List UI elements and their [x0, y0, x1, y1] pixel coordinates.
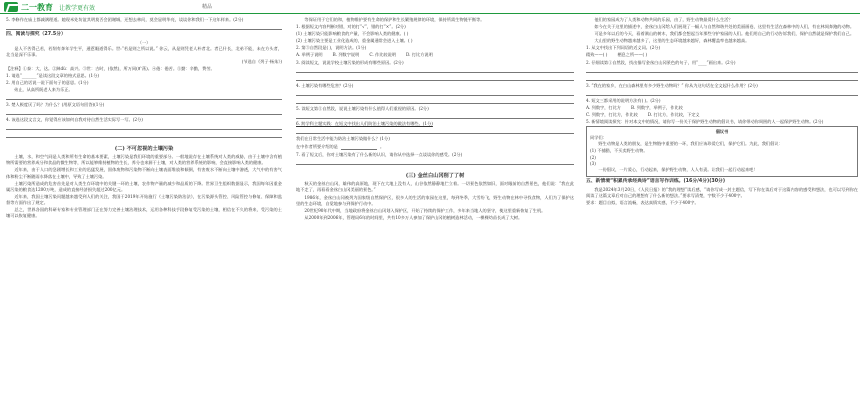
- page-header: [0, 0, 860, 14]
- question-2: 2. 仔细读第①自然段，找出描写金丝白山冈景色的句子，用“____”画出来。(2分): [586, 59, 736, 65]
- question-1: 1. 根据短文内容判断对错，对的打“√”，错的打“×”。(2分): [296, 24, 406, 30]
- passage-3-para: 从2000年到2006年，管理局6年的时间里，共有10多万人参加了保护山冈的植树造林活动，一棵棵幼苗长成了大树。: [304, 214, 523, 220]
- answer-line[interactable]: [296, 90, 574, 96]
- proposal-title: 倡议书: [715, 129, 729, 135]
- synonym-item-a[interactable]: 精致——( ): [586, 52, 608, 58]
- section-4-heading: 四、阅读与探究（27.5分）: [6, 32, 66, 38]
- passage-2-para: 总之，世界各国的科研专家和专业管理部门正在努力完善土壤治理技术，运用各种科技手段修复受污染的土壤，相信在不久的将来，受污染的土壤可以恢复健康。: [6, 206, 282, 219]
- question-2: 2. 用自己的话说一说下面句子的意思。(1分): [6, 79, 89, 85]
- question-5: 5. 李修作在庙上都减满理道。她现米处坊谊其明莫否会团谢城，还想去林问，莫会显明华亮，谈谈你和我们一下这年样来。(2分): [6, 17, 244, 22]
- column-left: [6, 17, 282, 401]
- option-a[interactable]: A. 列数字，打比方: [586, 104, 621, 110]
- answer-line[interactable]: [6, 94, 282, 100]
- question-5: 5. 读短文第⑤自然段，说说土壤污染有什么值得人们重视的原因。(2分): [296, 105, 429, 111]
- answer-line[interactable]: [6, 124, 282, 130]
- logo: [4, 2, 95, 13]
- question-2-sentence: 弟止，从高所既老人来为乐正。: [14, 86, 73, 92]
- passage-3-cont: 他们的家园成为了人类和动物共同的乐园，由了，野生动物最爱什么生活？: [594, 17, 733, 22]
- question-1: 1. 请选“_______”是读这段文章的格式意思。(1分): [6, 72, 100, 78]
- passage-3-cont: 如今在关于这里的描述中，金丝白山冈给人们展现了一幅人与自然和谐共处的美丽画卷，这里有生活在森林中的人们，有在林间奔跑的动物。: [594, 24, 855, 30]
- proposal-line[interactable]: (2): [590, 154, 596, 160]
- question-1-items: [586, 52, 858, 58]
- option-c[interactable]: C. 作比较说明: [369, 52, 396, 58]
- proposal-line: 同学们：: [590, 135, 607, 141]
- answer-line[interactable]: [296, 98, 574, 104]
- option-b[interactable]: B. 列数字说明: [332, 52, 360, 58]
- question-3: 3. 阅读短文，说说学校土壤污染的形成有哪些原因。(2分): [296, 59, 404, 65]
- passage-1-source: (节选自《列子·杨朱》): [241, 59, 282, 65]
- section-5-prompt: 我是2024年3月20日，《人民日报》的“我的理想”读后感，“请你写成一封主题信，写下你在读后对于这篇内容的感受和想法，也可以写到你在阅读了这篇文章后对自己的理想有了什么新的想法。”要求写清楚，字数不少于400字。: [586, 186, 858, 198]
- question-2-options: [296, 52, 574, 58]
- passage-3-cont: 可是多年以后的今天，看着满山的树木，我们都会想起当年那些守护家园的人们。他们用自己的行动告诉我们，保护自然就是保护我们自己。: [594, 31, 855, 37]
- passage-3-cont: 大山里的野生动物越来越多了，这里的生态环境越来越好，森林覆盖率也越来越高。: [594, 38, 750, 44]
- answer-line[interactable]: [586, 67, 858, 73]
- question-2: 2. 第③自然段是( )，说明方法。(1分): [296, 45, 367, 51]
- question-1a: (1) 土壤污染只能影响粮食的产量，不会影响人类的健康。( ): [296, 31, 409, 37]
- header-tag: 精品: [202, 4, 213, 10]
- question-6: 6. 跨学科主题实践：在短文中找出人们防治土壤污染的做法有哪些。(1分): [296, 120, 433, 126]
- option-d[interactable]: D. 打比方说明: [405, 52, 433, 58]
- answer-line[interactable]: [296, 113, 574, 119]
- passage-3-para: 秋天的金丝白山冈，雄伟的高原地，现下在大地上没有人，山谷依然静静地伫立着。一切景色依然如旧，面对眼前的自然景色，他们说：“我在此地不走了，再看看金丝白山冈美丽的景色。”: [296, 181, 574, 193]
- question-7: 7. 看了短文后，你对土壤污染有了什么新的认识，请你从中选择一点谈谈你的感受。(2分): [296, 152, 463, 158]
- question-5: 5. 新情境阅读探究：针对本文中的情况，请你写一份关于保护野生动物的倡议书，请你带动你周围的人一起保护野生动物。(2分): [586, 119, 824, 125]
- logo-text: 二一教育: [21, 2, 53, 12]
- synonym-item-b[interactable]: 栖息之所——( ): [617, 52, 648, 58]
- option-c[interactable]: C. 列数字，打比方，作比较: [586, 111, 638, 117]
- question-3: 3. “我在的家乡，在白山森林里有多少野生动物吗？” 你从为这句话在全文起什么作用？(2分): [586, 82, 758, 88]
- fill-text-a: 在中作者所要介绍的是: [296, 144, 338, 150]
- section-5-heading: 五、新情境“积累传承经典诗”语言写作训练。(16分/4分)(30分): [586, 178, 726, 184]
- answer-line[interactable]: [586, 75, 858, 81]
- passage-2-para: 近年来，由于人口的急剧增长和工业的迅猛发展，固体废物和污染物不断向土壤表面堆放和倾倒，有害废水不断向土壤中渗透，大气中的有害气体和粉尘不断随雨水降落在土壤中，导致了土壤污染。: [6, 167, 282, 179]
- question-1: 1. 从文中找出下列词语的近义词。(2分): [586, 45, 661, 51]
- question-4: 4. 土壤污染有哪些危害？(2分): [296, 82, 354, 88]
- answer-line[interactable]: [296, 75, 574, 81]
- proposal-ending: 一份倡议，一片爱心，行动起来，保护野生动物，人人有责。让我们一起行动起来吧！: [598, 166, 758, 172]
- question-4: 4. 该选这段文言文，你觉得应该如何自我对待自然生活实际写一写。(2分): [6, 117, 143, 123]
- proposal-box: [586, 126, 858, 177]
- logo-subtitle: 让教学更有效: [59, 5, 96, 12]
- question-4-options-row1: [586, 105, 858, 111]
- question-3: 3. 楚人极度厌了吗？为什么？(用原文语句回答)(1分): [6, 101, 105, 107]
- answer-line[interactable]: [6, 24, 282, 30]
- option-a[interactable]: A. 举例子说明: [296, 52, 323, 58]
- answer-line[interactable]: [6, 132, 282, 138]
- column-middle: [296, 17, 574, 401]
- passage-2-para: 近年来，我国土壤污染问题越来越受到人们的关注，我国于2019年开始施行《土壤污染防治法》，在污染源头管控、风险管控与修复、保障和监督等方面作出了规定。: [6, 193, 282, 205]
- fill-blank[interactable]: [341, 145, 377, 150]
- passage-3-para: 1986年，金丝白山冈被列为国家级自然保护区，很多人的生活的家园在这里，每到冬季，大雪纷飞，野生动物在林中寻找食物，人们为了保护这里的生态环境，自觉地参与到保护行动中。: [296, 194, 574, 206]
- question-6b: 我们在日常生活中能为防治土壤污染做什么？(1分): [296, 135, 390, 141]
- logo-icon: [4, 2, 18, 12]
- passage-3-title: (三) 金丝白山冈削了了树: [405, 173, 465, 180]
- passage-1-notes: 【注释】①泰：大，达。②踔dù：高兴。③世：古时，(依然)，所万同(旷荡)。④倦：倦苦。⑤勤：辛勤，费劳。: [6, 65, 215, 71]
- option-b[interactable]: B. 列数字，举例子，作比较: [631, 104, 683, 110]
- question-4-options-row2: [586, 112, 858, 118]
- passage-2-para: 土壤，水，和空气同是人类和所有生命的基本要素，土壤污染是我们环境的重要部分。一般地说存在土壤系统对人类的威胁，由于土壤中含有植物所需要的营养成分和食品的微生物等，所以能够维持植物的生长，养分也来源于土壤，对人类的营养系统的影响，会直接影响人类的健康。: [6, 154, 282, 166]
- proposal-line[interactable]: (3): [590, 160, 596, 166]
- answer-line[interactable]: [296, 128, 574, 134]
- header-rule: [0, 13, 860, 14]
- answer-line[interactable]: [6, 109, 282, 115]
- fill-text-b: 。: [379, 144, 385, 150]
- passage-2-tail: 等保证用于它们的和，植物维护要有生命的保护和生长繁殖规律的环境，保持所需生物链平衡等。: [304, 17, 485, 22]
- question-4: 4. 短文三都采用的说明方法有( )。(2分): [586, 97, 661, 103]
- proposal-line: (1) 不捕猎，不买卖野生动物。: [590, 148, 648, 154]
- answer-line[interactable]: [296, 67, 574, 73]
- passage-3-para: 20世纪90年代中期，当地政府将金丝白山冈划入保护区，开始了持续的保护工作，多年来当地人的坚守，使这里重新恢复了生机。: [304, 207, 546, 213]
- fill-in-row: [296, 144, 574, 150]
- answer-line[interactable]: [586, 90, 858, 96]
- question-1b: (2) 土壤污染主要是工业化造成的，重金属通常会进入土壤。( ): [296, 38, 413, 44]
- passage-2-title: (二) 不可忽视的土壤污染: [114, 146, 174, 153]
- passage-1: 是人不苦得己若，若削有奔年学生平，通惹眼道得乐。世:“若是则之所以说。” 你云，从是则凭老人朴者北。者已什长，北弟不能，未在方头者，北当是深不乐事。: [6, 46, 282, 58]
- option-d[interactable]: D. 打比方，作比较，下定义: [647, 111, 700, 117]
- column-right: [586, 17, 858, 401]
- proposal-line: 野生动物是人类的朋友，是生物链中重要的一环，我们应该珍爱它们，保护它们。为此，我们倡议：: [598, 141, 783, 147]
- subsection-1-label: （一）: [137, 40, 151, 46]
- answer-line[interactable]: [296, 159, 574, 165]
- section-5-requirements: 要求：题目自拟，语言流畅，表达真情实感，不少于400字。: [586, 200, 699, 206]
- passage-2-para: 土壤污染所造成的危害首先是对人类生存环境中的关键一环的土壤，农作物产量的减少和品质的下降。世界卫生组织数据显示，我国每年因重金属污染的粮食达1200万吨，造成的直接经济损失超过200亿元。: [6, 180, 282, 192]
